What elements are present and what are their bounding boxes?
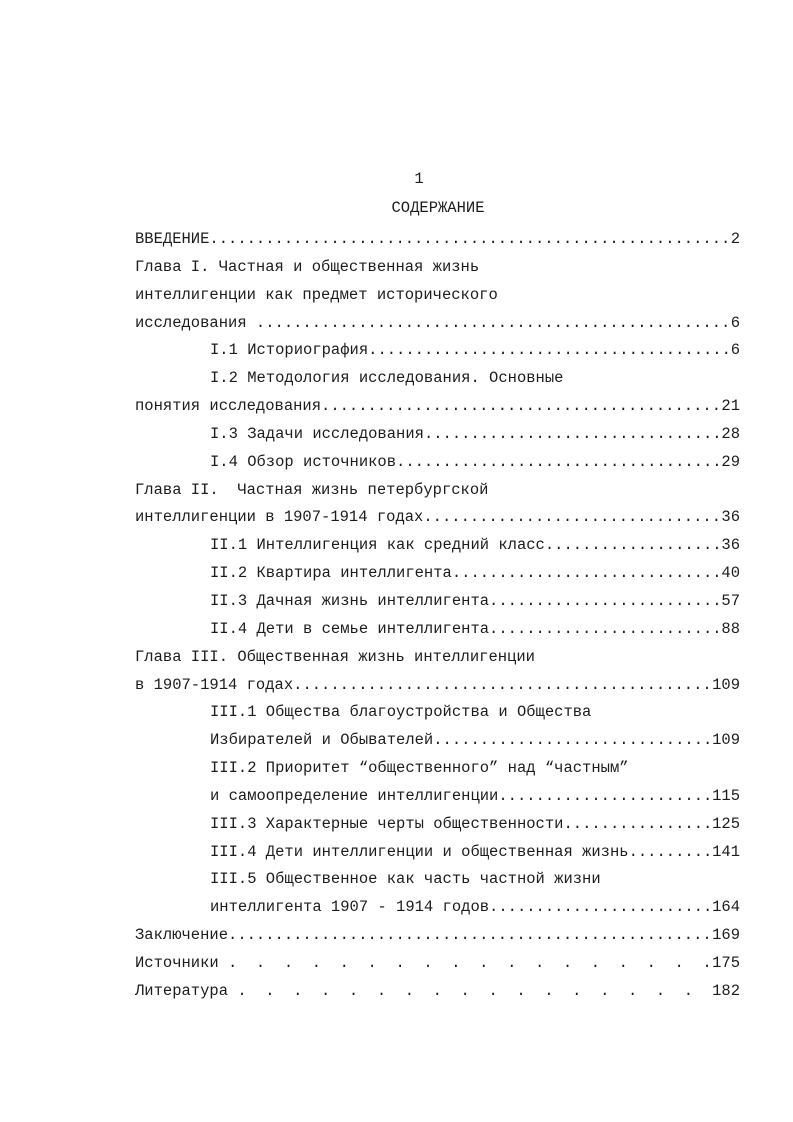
toc-entry-section-1-4: [135, 449, 740, 477]
dot-leader: [219, 950, 712, 978]
toc-entry-page: 169: [712, 926, 740, 945]
toc-entry-section-3-3: [135, 811, 740, 839]
dot-leader: [321, 393, 721, 421]
toc-entry-section-3-1: [135, 727, 740, 755]
toc-entry-label: понятия исследования: [135, 397, 322, 416]
toc-section-1-2-line-1: I.2 Методология исследования. Основные: [210, 369, 564, 388]
toc-entry-page: 175: [712, 953, 740, 972]
toc-entry-label: исследования: [135, 313, 256, 332]
toc-entry-label: в 1907-1914 годах: [135, 675, 294, 694]
dot-leader: [498, 783, 712, 811]
toc-entry-label: I.1 Историография: [210, 341, 369, 360]
toc-entry-label: интеллигенции в 1907-1914 годах: [135, 508, 424, 527]
toc-entry-page: 36: [721, 536, 740, 555]
toc-entry-page: 141: [712, 842, 740, 861]
toc-entry-chapter-1: [135, 310, 740, 338]
table-of-contents: [135, 226, 740, 1006]
dot-leader: [424, 421, 721, 449]
toc-section-3-2-line-1: III.2 Приоритет “общественного” над “частным”: [210, 759, 629, 778]
toc-entry-sources: [135, 950, 740, 978]
toc-entry-label: II.3 Дачная жизнь интеллигента: [210, 591, 490, 610]
toc-title: СОДЕРЖАНИЕ: [391, 199, 485, 217]
toc-entry-label: II.1 Интеллигенция как средний класс: [210, 536, 545, 555]
toc-entry-label: Литература: [135, 981, 229, 1000]
toc-entry-label: Источники: [135, 953, 219, 972]
toc-entry-page: 109: [712, 731, 740, 750]
toc-entry-page: 2: [730, 230, 740, 248]
toc-entry-page: 28: [721, 424, 740, 443]
toc-entry-page: 40: [721, 564, 740, 583]
dot-leader: [368, 337, 731, 365]
toc-entry-section-2-4: [135, 616, 740, 644]
toc-section-3-1-line-1: III.1 Общества благоустройства и Общества: [210, 703, 592, 722]
toc-entry-label: интеллигента 1907 - 1914 годов: [210, 898, 490, 917]
toc-entry-section-2-1: [135, 532, 740, 560]
dot-leader: [489, 616, 721, 644]
toc-chapter-2-title-line-1: Глава II. Частная жизнь петербургской: [135, 480, 489, 499]
toc-entry-page: 6: [730, 313, 740, 332]
toc-entry-label: III.4 Дети интеллигенции и общественная жизнь: [210, 842, 629, 861]
toc-entry-label: III.3 Характерные черты общественности: [210, 814, 564, 833]
dot-leader: [256, 310, 731, 338]
toc-entry-label: II.2 Квартира интеллигента: [210, 564, 452, 583]
dot-leader: [228, 978, 712, 1006]
dot-leader: [545, 532, 722, 560]
toc-entry-page: 36: [721, 508, 740, 527]
dot-leader: [423, 504, 721, 532]
toc-entry-chapter-3: [135, 672, 740, 700]
toc-section-3-5-line-1: III.5 Общественное как часть частной жизни: [210, 870, 601, 889]
toc-entry-label: I.3 Задачи исследования: [210, 424, 424, 443]
toc-entry-section-1-2: [135, 393, 740, 421]
toc-chapter-1-title-line-1: Глава I. Частная и общественная жизнь: [135, 257, 480, 276]
dot-leader: [396, 449, 721, 477]
dot-leader: [209, 226, 730, 254]
toc-chapter-1-title-line-2: интеллигенции как предмет исторического: [135, 285, 498, 304]
toc-entry-page: 57: [721, 591, 740, 610]
toc-entry-introduction: [135, 226, 740, 254]
toc-entry-section-3-2: [135, 783, 740, 811]
toc-entry-label: ВВЕДЕНИЕ: [135, 230, 210, 248]
toc-entry-page: 109: [712, 675, 740, 694]
toc-entry-page: 182: [712, 981, 740, 1000]
toc-entry-page: 115: [712, 786, 740, 805]
dot-leader: [433, 727, 712, 755]
toc-chapter-3-title-line-1: Глава III. Общественная жизнь интеллигенции: [135, 647, 535, 666]
toc-entry-page: 125: [712, 814, 740, 833]
toc-entry-label: и самоопределение интеллигенции: [210, 786, 499, 805]
toc-entry-page: 164: [712, 898, 740, 917]
toc-entry-section-1-1: [135, 337, 740, 365]
dot-leader: [489, 894, 712, 922]
page-number: 1: [414, 170, 424, 188]
toc-entry-page: 88: [721, 619, 740, 638]
toc-entry-page: 29: [721, 452, 740, 471]
toc-entry-page: 6: [730, 341, 740, 360]
toc-entry-label: II.4 Дети в семье интеллигента: [210, 619, 490, 638]
toc-entry-section-2-2: [135, 560, 740, 588]
toc-entry-conclusion: [135, 922, 740, 950]
toc-entry-chapter-2: [135, 504, 740, 532]
toc-entry-section-2-3: [135, 588, 740, 616]
toc-entry-section-3-4: [135, 839, 740, 867]
dot-leader: [629, 839, 713, 867]
toc-entry-literature: [135, 978, 740, 1006]
dot-leader: [452, 560, 722, 588]
dot-leader: [293, 672, 712, 700]
toc-entry-page: 21: [721, 397, 740, 416]
toc-entry-label: Заключение: [135, 926, 229, 945]
toc-entry-label: Избирателей и Обывателей: [210, 731, 434, 750]
toc-entry-section-3-5: [135, 894, 740, 922]
dot-leader: [489, 588, 721, 616]
dot-leader: [228, 922, 712, 950]
toc-entry-label: I.4 Обзор источников: [210, 452, 397, 471]
toc-entry-section-1-3: [135, 421, 740, 449]
dot-leader: [563, 811, 712, 839]
